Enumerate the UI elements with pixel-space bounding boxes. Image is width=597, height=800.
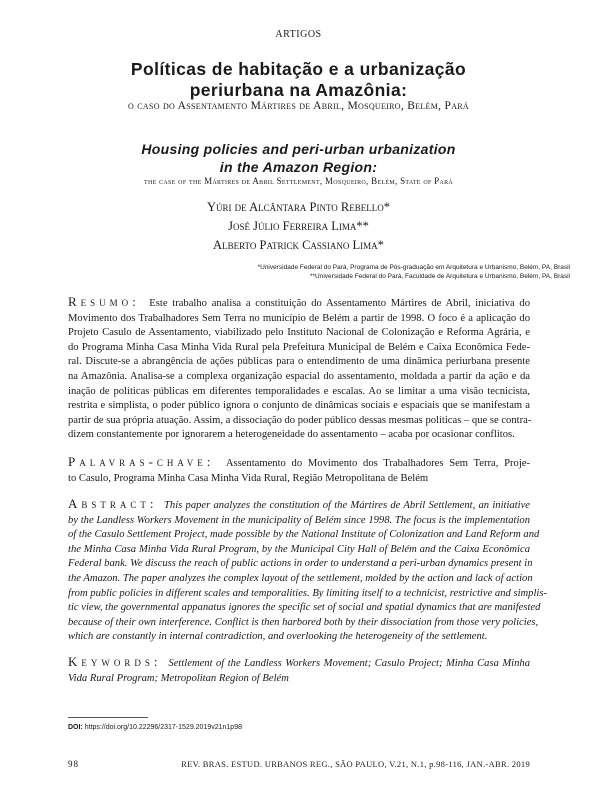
doi-line [68,724,242,731]
resumo-line: dizem constantemente por ignorarem a heterogeneidade do assentamento – acaba por ocasionar conflitos. [68,429,515,441]
abstract-line: from public policies in different scales and temporalities. By limiting itself to a technicist, restrictive and simplis- [68,587,548,599]
abstract-line: Federal bank. We discuss the reach of public actions in order to understand a peri-urban dynamics present in [68,558,533,570]
abstract-text: This paper analyzes the constitution of the Mártires de Abril Settlement, an initiative [164,500,530,511]
keywords-line: Vida Rural Program; Metropolitan Region of Belém [68,672,289,684]
keywords-label: Keywords: [68,654,162,669]
resumo-line: ral. Discute-se a abrangência de ações públicas para o entendimento de uma dinâmica periurbana presente [68,356,530,368]
resumo-line [68,295,530,312]
resumo-section [68,295,530,443]
resumo-line: na Amazônia. Analisa-se a complexa organização espacial do assentamento, moldada a partir da ação e da [68,370,530,382]
title-en-line-2: in the Amazon Region: [219,159,378,175]
page-number: 98 [68,759,79,769]
footnote-divider [68,717,148,718]
abstract-line: because of their own interference. Conflict is then harbored both by their dissociation from those very policies, [68,616,539,628]
abstract-line: tic view, the governmental appanatus ignores the specific set of social and spatial dynamics that are manifested [68,602,541,614]
resumo-line: partir de sua própria atuação. Assim, a dissociação do poder público dessas mesmas políticas – que se contra- [68,414,532,426]
abstract-line: which are constantly in internal contradiction, and overlooking the heterogeneity of the settlement. [68,631,488,643]
resumo-text: Este trabalho analisa a constituição do Assentamento Mártires de Abril, iniciativa do [149,298,530,309]
affiliations [40,263,570,281]
keywords-line [68,655,530,672]
palavras-line [68,455,530,472]
palavras-chave-section [68,455,530,486]
title-en-line-1: Housing policies and peri-urban urbanization [141,141,456,157]
abstract-line: the Minha Casa Minha Vida Rural Program, by the Municipal City Hall of Belém and the Caixa Econômica [68,543,530,555]
palavras-text: Assentamento do Movimento dos Trabalhadores Sem Terra, Proje- [225,458,531,469]
author-list [40,198,557,255]
abstract-line [68,497,530,514]
abstract-label: Abstract: [68,496,158,511]
title-pt-line-2: periurbana na Amazônia: [189,80,408,100]
abstract-line: by the Landless Workers Movement in the municipality of Belém since 1998. The focus is the implementation [68,514,530,526]
abstract-line: the Amazon. The paper analyzes the complex layout of the settlement, molded by the action and lack of action [68,572,533,584]
title-portuguese [40,59,557,101]
title-english [40,140,557,176]
resumo-label: Resumo: [68,294,140,309]
resumo-line: do Programa Minha Casa Minha Vida Rural pela Prefeitura Municipal de Belém e Caixa Econômica Fede- [68,341,530,353]
abstract-line: of the Casulo Settlement Project, made possible by the National Institute of Colonization and Land Reform and [68,529,540,541]
subtitle-portuguese: o caso do Assentamento Mártires de Abril, Mosqueiro, Belém, Pará [128,100,469,112]
resumo-line: inação de políticas públicas em diferentes temporalidades e escalas. Ao se limitar a uma visão tecnicista, [68,385,530,397]
subtitle-english: the case of the Mártires de Abril Settlement, Mosqueiro, Belém, State of Pará [143,176,454,186]
author-name: Yúri de Alcântara Pinto Rebello* [206,200,390,214]
journal-citation: REV. BRAS. ESTUD. URBANOS REG., SÃO PAULO, V.21, N.1, p.98-116, JAN.-ABR. 2019 [181,759,530,769]
title-pt-line-1: Políticas de habitação e a urbanização [130,59,467,79]
resumo-line: restrita e simplista, o poder público ignora o conjunto de dinâmicas sociais e espaciais que se manifestam a [68,400,530,412]
section-tag: ARTIGOS [275,29,322,40]
resumo-line: Movimento dos Trabalhadores Sem Terra no município de Belém a partir de 1998. O foco é a aplicação do [68,312,530,324]
affiliation: *Universidade Federal do Pará, Programa de Pós-graduação em Arquitetura e Urbanismo, Belém, PA, Brasil [257,264,570,271]
author-name: Alberto Patrick Cassiano Lima* [213,238,384,252]
doi-label: DOI: [68,724,83,731]
abstract-section [68,496,548,645]
author-name: José Júlio Ferreira Lima** [228,219,369,233]
keywords-text: Settlement of the Landless Workers Movement; Casulo Project; Minha Casa Minha [168,658,531,669]
palavras-label: Palavras-chave: [68,454,215,469]
resumo-line: Projeto Casulo de Assentamento, viabilizado pelo Instituto Nacional de Colonização e Reforma Agrária, e [68,327,530,339]
palavras-line: to Casulo, Programa Minha Casa Minha Vida Rural, Região Metropolitana de Belém [68,472,429,484]
keywords-section [68,655,530,686]
affiliation: **Universidade Federal do Pará, Faculdade de Arquitetura e Urbanismo, Belém, PA, Brasil [309,273,570,280]
doi-link[interactable]: https://doi.org/10.22296/2317-1529.2019v21n1p98 [84,724,242,731]
